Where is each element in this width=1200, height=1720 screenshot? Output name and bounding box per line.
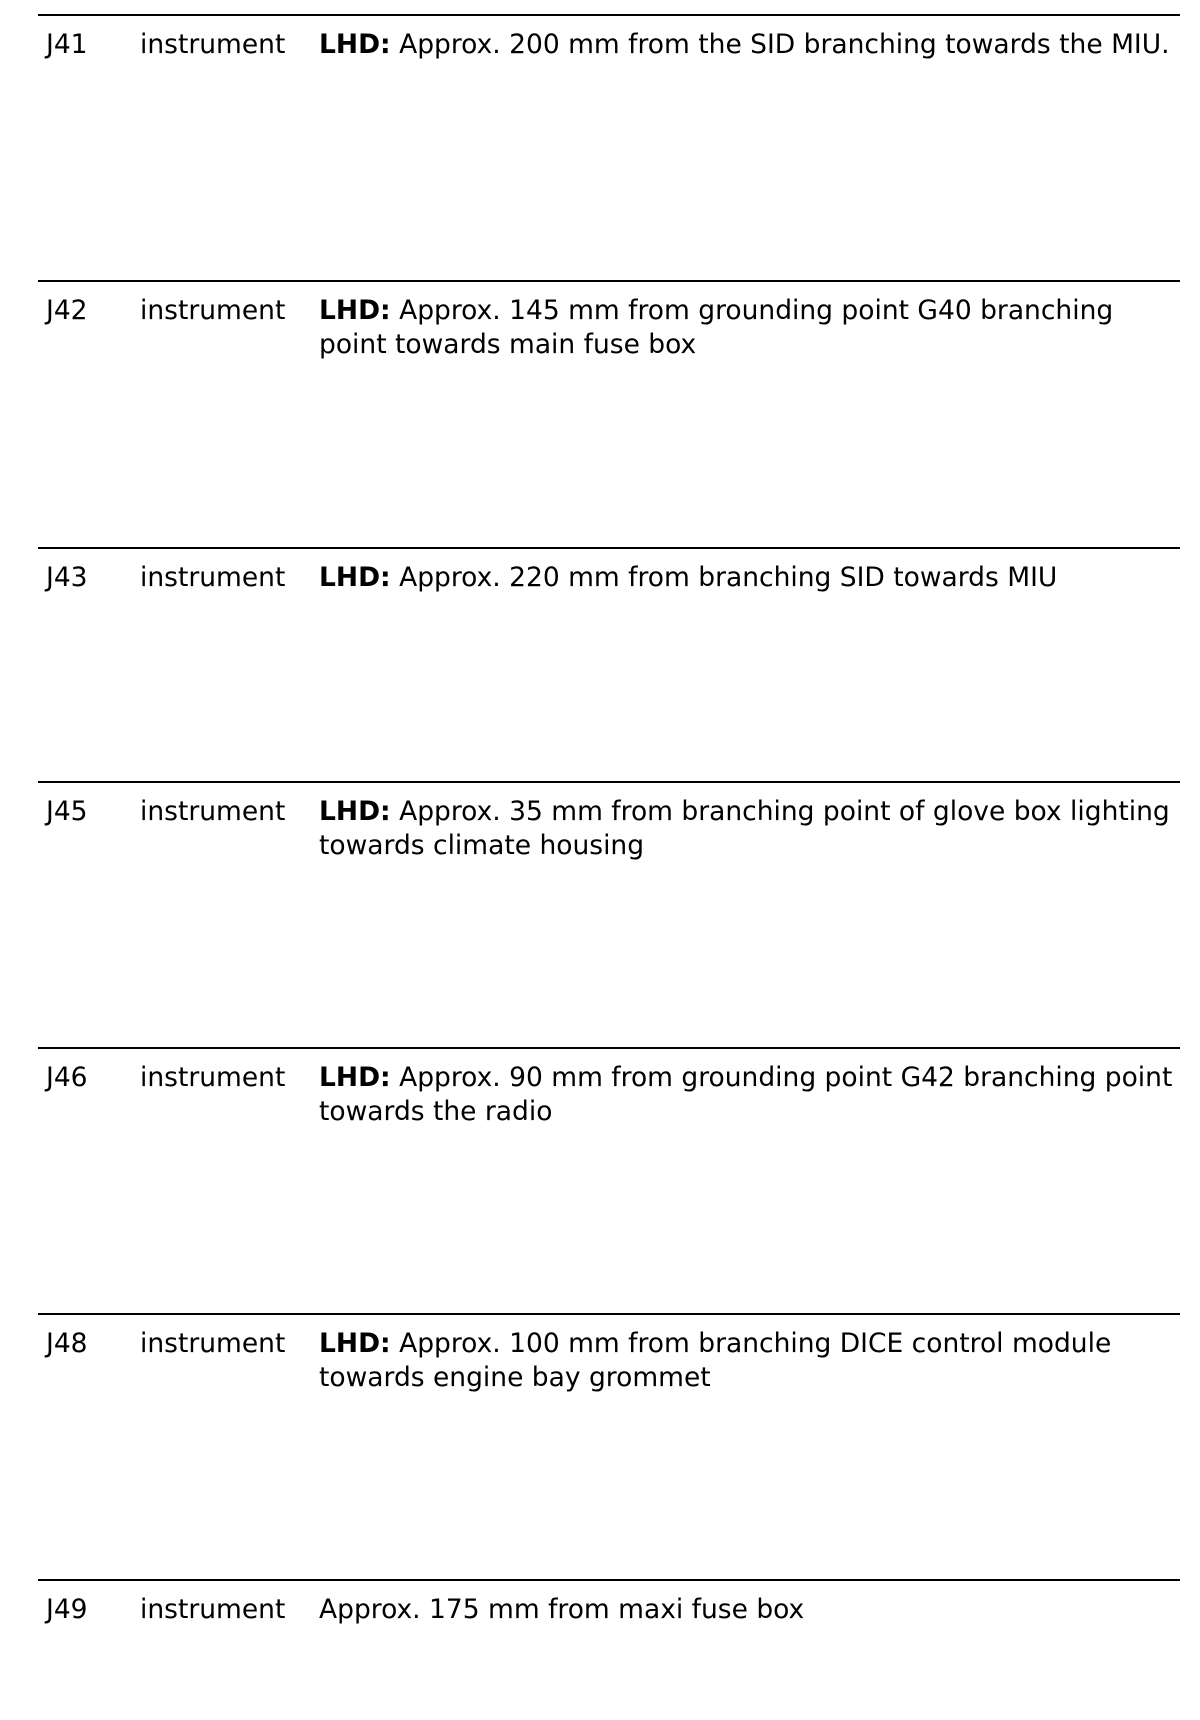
splice-code: J48: [46, 1328, 88, 1359]
description-text: Approx. 175 mm from maxi fuse box: [319, 1594, 805, 1625]
splice-description: [319, 28, 1179, 62]
lhd-prefix: LHD:: [319, 295, 391, 326]
description-text: Approx. 145 mm from grounding point G40 branching point towards main fuse box: [319, 295, 1114, 360]
splice-location: instrument: [140, 29, 286, 60]
splice-code: J41: [46, 29, 88, 60]
splice-description: [319, 294, 1179, 362]
splice-description: [319, 1327, 1179, 1395]
description-text: Approx. 220 mm from branching SID towards MIU: [390, 562, 1058, 593]
table-row: [38, 1047, 1180, 1127]
splice-description: [319, 1593, 1179, 1627]
splice-description: [319, 795, 1179, 863]
splice-location: instrument: [140, 562, 286, 593]
splice-description: [319, 1061, 1179, 1129]
description-text: Approx. 200 mm from the SID branching towards the MIU.: [390, 29, 1170, 60]
table-row: [38, 1313, 1180, 1393]
splice-description: [319, 561, 1179, 595]
table-row: [38, 781, 1180, 861]
splice-location: instrument: [140, 1328, 286, 1359]
table-row: [38, 280, 1180, 360]
lhd-prefix: LHD:: [319, 796, 391, 827]
lhd-prefix: LHD:: [319, 562, 391, 593]
lhd-prefix: LHD:: [319, 29, 391, 60]
lhd-prefix: LHD:: [319, 1328, 391, 1359]
splice-code: J45: [46, 796, 88, 827]
splice-code: J49: [46, 1594, 88, 1625]
splice-location: instrument: [140, 295, 286, 326]
description-text: Approx. 100 mm from branching DICE control module towards engine bay grommet: [319, 1328, 1112, 1393]
splice-code: J42: [46, 295, 88, 326]
description-text: Approx. 35 mm from branching point of glove box lighting towards climate housing: [319, 796, 1170, 861]
splice-location: instrument: [140, 1062, 286, 1093]
table-row: [38, 14, 1180, 60]
splice-location: instrument: [140, 796, 286, 827]
lhd-prefix: LHD:: [319, 1062, 391, 1093]
description-text: Approx. 90 mm from grounding point G42 branching point towards the radio: [319, 1062, 1173, 1127]
splice-code: J43: [46, 562, 88, 593]
table-row: [38, 547, 1180, 593]
splice-code: J46: [46, 1062, 88, 1093]
splice-location: instrument: [140, 1594, 286, 1625]
table-row: [38, 1579, 1180, 1625]
